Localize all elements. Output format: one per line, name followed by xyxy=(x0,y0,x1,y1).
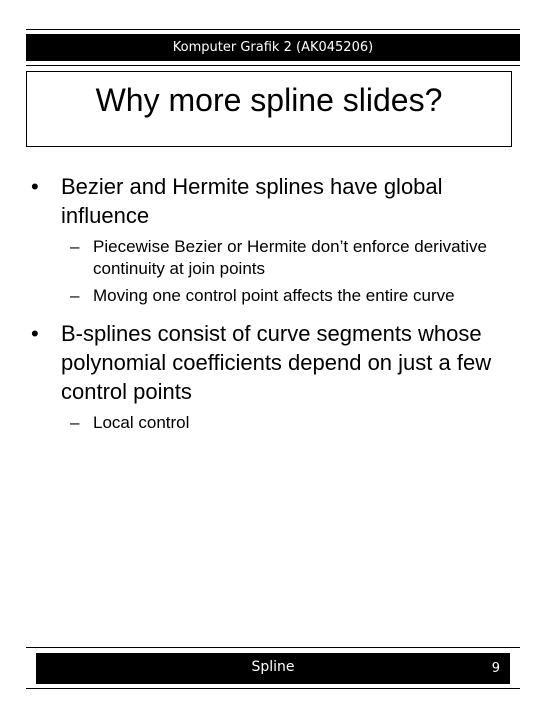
sub-list xyxy=(28,412,508,434)
header-bar xyxy=(26,34,520,61)
sub-list xyxy=(28,236,508,307)
sub-bullet-item xyxy=(28,236,508,280)
dash-mark: – xyxy=(70,413,80,432)
sub-bullet-text: Moving one control point affects the entire curve xyxy=(93,286,455,305)
sub-bullet-text: Piecewise Bezier or Hermite don’t enforce derivative continuity at join points xyxy=(93,237,488,278)
bullet-text: Bezier and Hermite splines have global influence xyxy=(61,174,443,228)
title-box xyxy=(26,71,512,147)
bullet-mark: • xyxy=(31,321,39,346)
footer-top-rule xyxy=(26,647,520,648)
dash-mark: – xyxy=(70,237,80,256)
footer-bottom-rule xyxy=(26,688,520,689)
bullet-mark: • xyxy=(31,174,39,199)
dash-mark: – xyxy=(70,286,80,305)
slide-content xyxy=(28,172,508,446)
sub-bullet-item xyxy=(28,285,508,307)
sub-bullet-text: Local control xyxy=(93,413,190,432)
header-top-rule xyxy=(26,29,520,30)
bullet-item xyxy=(28,172,508,230)
footer-label: Spline xyxy=(251,659,295,675)
footer-bar xyxy=(36,653,510,684)
slide-title: Why more spline slides? xyxy=(95,82,443,118)
bullet-text: B-splines consist of curve segments whose polynomial coefficients depend on just a few control points xyxy=(61,321,492,404)
bullet-item xyxy=(28,319,508,406)
course-title: Komputer Grafik 2 (AK045206) xyxy=(172,40,374,55)
sub-bullet-item xyxy=(28,412,508,434)
header-bottom-rule xyxy=(26,65,520,66)
page-number: 9 xyxy=(491,661,500,676)
